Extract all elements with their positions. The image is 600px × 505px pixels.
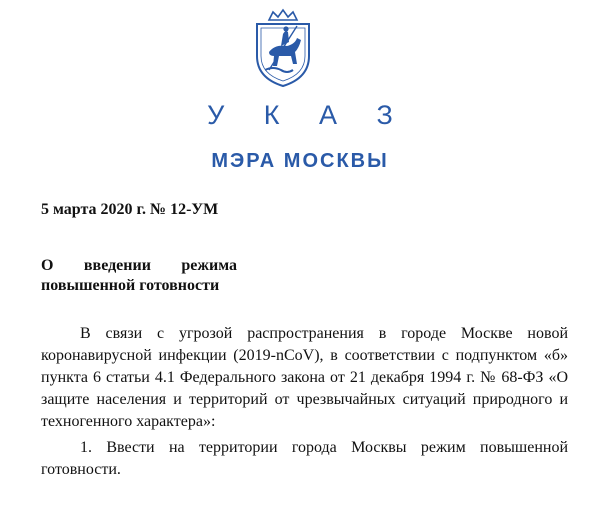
preamble-paragraph: В связи с угрозой распространения в городе Москве новой коронавирусной инфекции (2019-nCoV), в соответствии с подпунктом «б» пункта 6 статьи 4.1 Федерального закона от 21 декабря 1994 г. № 68-ФЗ «О защите населения и территорий от чрезвычайных ситуаций природного и техногенного характера»: <box>41 325 568 430</box>
subject-line: повышенной готовности <box>41 277 220 294</box>
document-type-title: У К А З <box>207 100 409 130</box>
subject-word: введении <box>83 257 151 274</box>
moscow-coat-of-arms-icon <box>247 8 319 88</box>
document-body <box>41 323 568 481</box>
issuer-title: МЭРА МОСКВЫ <box>211 150 389 172</box>
subject-heading <box>41 256 237 296</box>
subject-word: О <box>41 257 54 274</box>
numbered-item: 1. Ввести на территории города Москвы режим повышенной готовности. <box>41 439 568 478</box>
subject-word: режима <box>181 257 237 274</box>
date-and-number: 5 марта 2020 г. № 12-УМ <box>41 201 219 218</box>
